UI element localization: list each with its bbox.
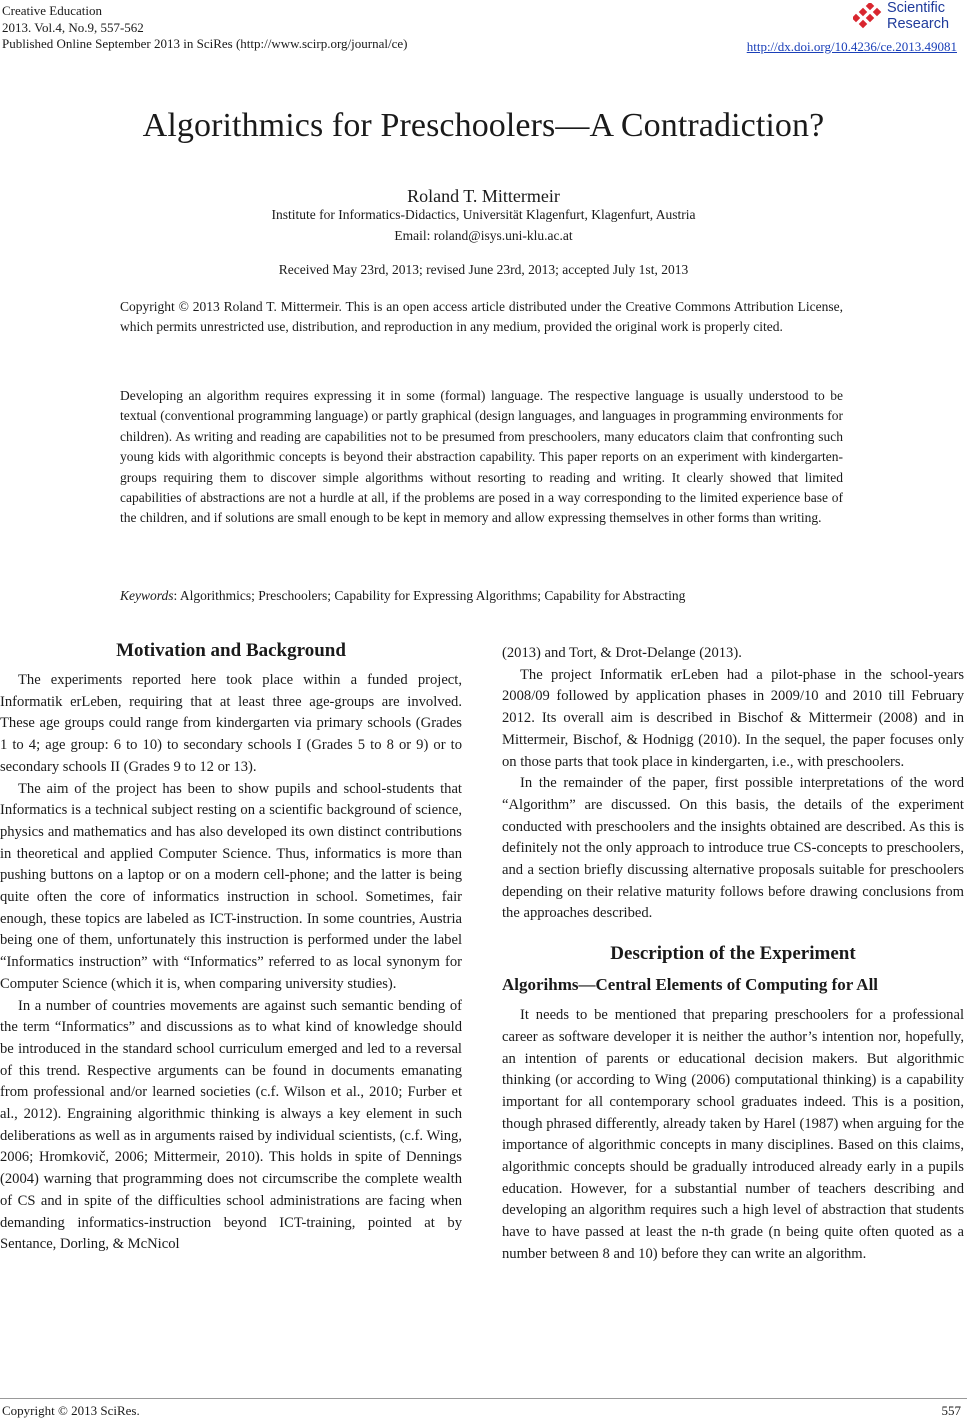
subsection-heading: Algorihms—Central Elements of Computing for All (502, 975, 879, 995)
received-dates: Received May 23rd, 2013; revised June 23rd, 2013; accepted July 1st, 2013 (278, 262, 689, 277)
paragraph: In a number of countries movements are against such semantic bending of the term “Informatics” and discussions as to what kind of knowledge should be introduced in the standard school curriculum emerged and led to a reversal of this trend. Respective arguments can be found in documents emanating from professional and/or learned societies (c.f. Wilson et al., 2010; Furber et al., 2012). Engraining algorithmic thinking is always a key element in such deliberations as well as in arguments raised by individual scientists, (c.f. Wing, 2006; Hromkovič, 2006; Mittermeir, 2010). This holds in spite of Dennings (2004) warning that programming does not circumscribe the complete wealth of CS and in spite of the difficulties school administrations are facing when demanding informatics-instruction beyond ICT-training, pointed at by Sentance, Dorling, & McNicol (0, 997, 462, 1253)
logo-mark-icon (853, 3, 885, 33)
section-heading-motivation: Motivation and Background (116, 640, 346, 661)
journal-header (2, 3, 407, 53)
scientific-research-logo (853, 0, 963, 36)
footer-copyright: Copyright © 2013 SciRes. (2, 1403, 140, 1418)
paragraph: It needs to be mentioned that preparing preschoolers for a professional career as software developer it is neither the author’s intention nor, hopefully, an intention of parents or educational decision makers. But algorithmic thinking (or according to Wing (2006) computational thinking) is a capability important for all contemporary school graduates indeed. This is a position, though phrased differently, already taken by Harel (1987) when arguing for the importance of algorithmic concepts in many disciplines. Based on this claims, algorithmic concepts should be gradually introduced already early in a pupils education. However, for a substantial number of teachers describing and developing an algorithm requires such a high level of abstraction that students have to have passed at least the n-th grade (n being quite often quoted as a number between 8 and 10) before they can write an algorithm. (502, 1007, 964, 1262)
right-column (502, 643, 964, 1266)
keywords (120, 586, 843, 606)
copyright-notice: Copyright © 2013 Roland T. Mittermeir. This is an open access article distributed under the Creative Commons Attribution License, which permits unrestricted use, distribution, and reproduction in any medium, provided the original work is properly cited. (120, 299, 843, 335)
author-affiliation: Institute for Informatics-Didactics, Universität Klagenfurt, Klagenfurt, Austria (271, 207, 696, 222)
page-number: 557 (941, 1403, 961, 1418)
paragraph: In the remainder of the paper, first possible interpretations of the word “Algorithm” are discussed. On this basis, the details of the experiment conducted with preschoolers and the insights obtained are described. As this is definitely not the only approach to introduce true CS-concepts to preschoolers, and a section briefly discussing alternative proposals suitable for preschoolers depending on their relative maturity follows before drawing conclusions from the approaches described. (502, 775, 964, 922)
journal-volume: 2013. Vol.4, No.9, 557-562 (2, 19, 144, 35)
abstract: Developing an algorithm requires expressing it in some (formal) language. The respective language is usually understood to be textual (conventional programming language) or partly graphical (design languages, and languages in programming environments for children). As writing and reading are capabilities not to be presumed from preschoolers, many educators claim that confronting such young kids with algorithmic concepts is beyond their abstraction capability. This paper reports on an experiment with kindergarten-groups requiring them to discover simple algorithms without resorting to reading and writing. It clearly showed that limited capabilities of abstractions are not a hurdle at all, if the problems are posed in a way corresponding to the limited experience base of the children, and if solutions are small enough to be kept in memory and allow expressing themselves in other forms than writing. (120, 388, 843, 526)
paragraph: The project Informatik erLeben had a pilot-phase in the school-years 2008/09 followed by application phases in 2009/10 and 2010 till February 2012. Its overall aim is described in Bischof & Mittermeir (2008) and in Mittermeir, Bischof, & Hodnigg (2010). In the sequel, the paper focuses only on those parts that took place in kindergarten, i.e., with preschoolers. (502, 666, 964, 770)
doi-link[interactable]: http://dx.doi.org/10.4236/ce.2013.49081 (746, 39, 957, 54)
left-column (0, 638, 462, 1256)
author-email: Email: roland@isys.uni-klu.ac.at (394, 228, 573, 243)
keywords-text: : Algorithmics; Preschoolers; Capability for Expressing Algorithms; Capability for Abstracting (173, 588, 686, 603)
paragraph: (2013) and Tort, & Drot-Delange (2013). (502, 645, 742, 661)
journal-name: Creative Education (2, 3, 102, 18)
paper-title: Algorithmics for Preschoolers—A Contradiction? (142, 107, 825, 144)
paragraph: The aim of the project has been to show pupils and school-students that Informatics is a technical subject resting on a scientific background of science, physics and mathematics and has also developed its own distinct contributions in theoretical and applied Computer Science. Thus, informatics is more than pushing buttons on a laptop or on a modern cell-phone; and the latter is being quite often the core of informatics instruction in school. Sometimes, fair enough, these topics are labeled as ICT-instruction. In some countries, Austria being one of them, unfortunately this instruction is performed under the label “Informatics instruction” with “Informatics” referred to as local synonym for Computer Science (which it is, when comparing university studies). (0, 780, 462, 992)
keywords-label: Keywords (120, 588, 174, 603)
publication-info: Published Online September 2013 in SciRes (http://www.scirp.org/journal/ce) (2, 36, 408, 51)
section-heading-experiment: Description of the Experiment (610, 943, 856, 965)
logo-line-2: Research (887, 16, 950, 32)
author-name: Roland T. Mittermeir (407, 186, 560, 206)
footer-rule (0, 1398, 967, 1399)
logo-line-1: Scientific (887, 0, 946, 16)
paragraph: The experiments reported here took place within a funded project, Informatik erLeben, requiring that at least three age-groups are involved. These age groups could range from kindergarten via primary schools (Grades 1 to 4; age group: 6 to 10) to secondary schools I (Grades 5 to 8 or 9) or to secondary schools II (Grades 9 to 12 or 13). (0, 672, 462, 775)
